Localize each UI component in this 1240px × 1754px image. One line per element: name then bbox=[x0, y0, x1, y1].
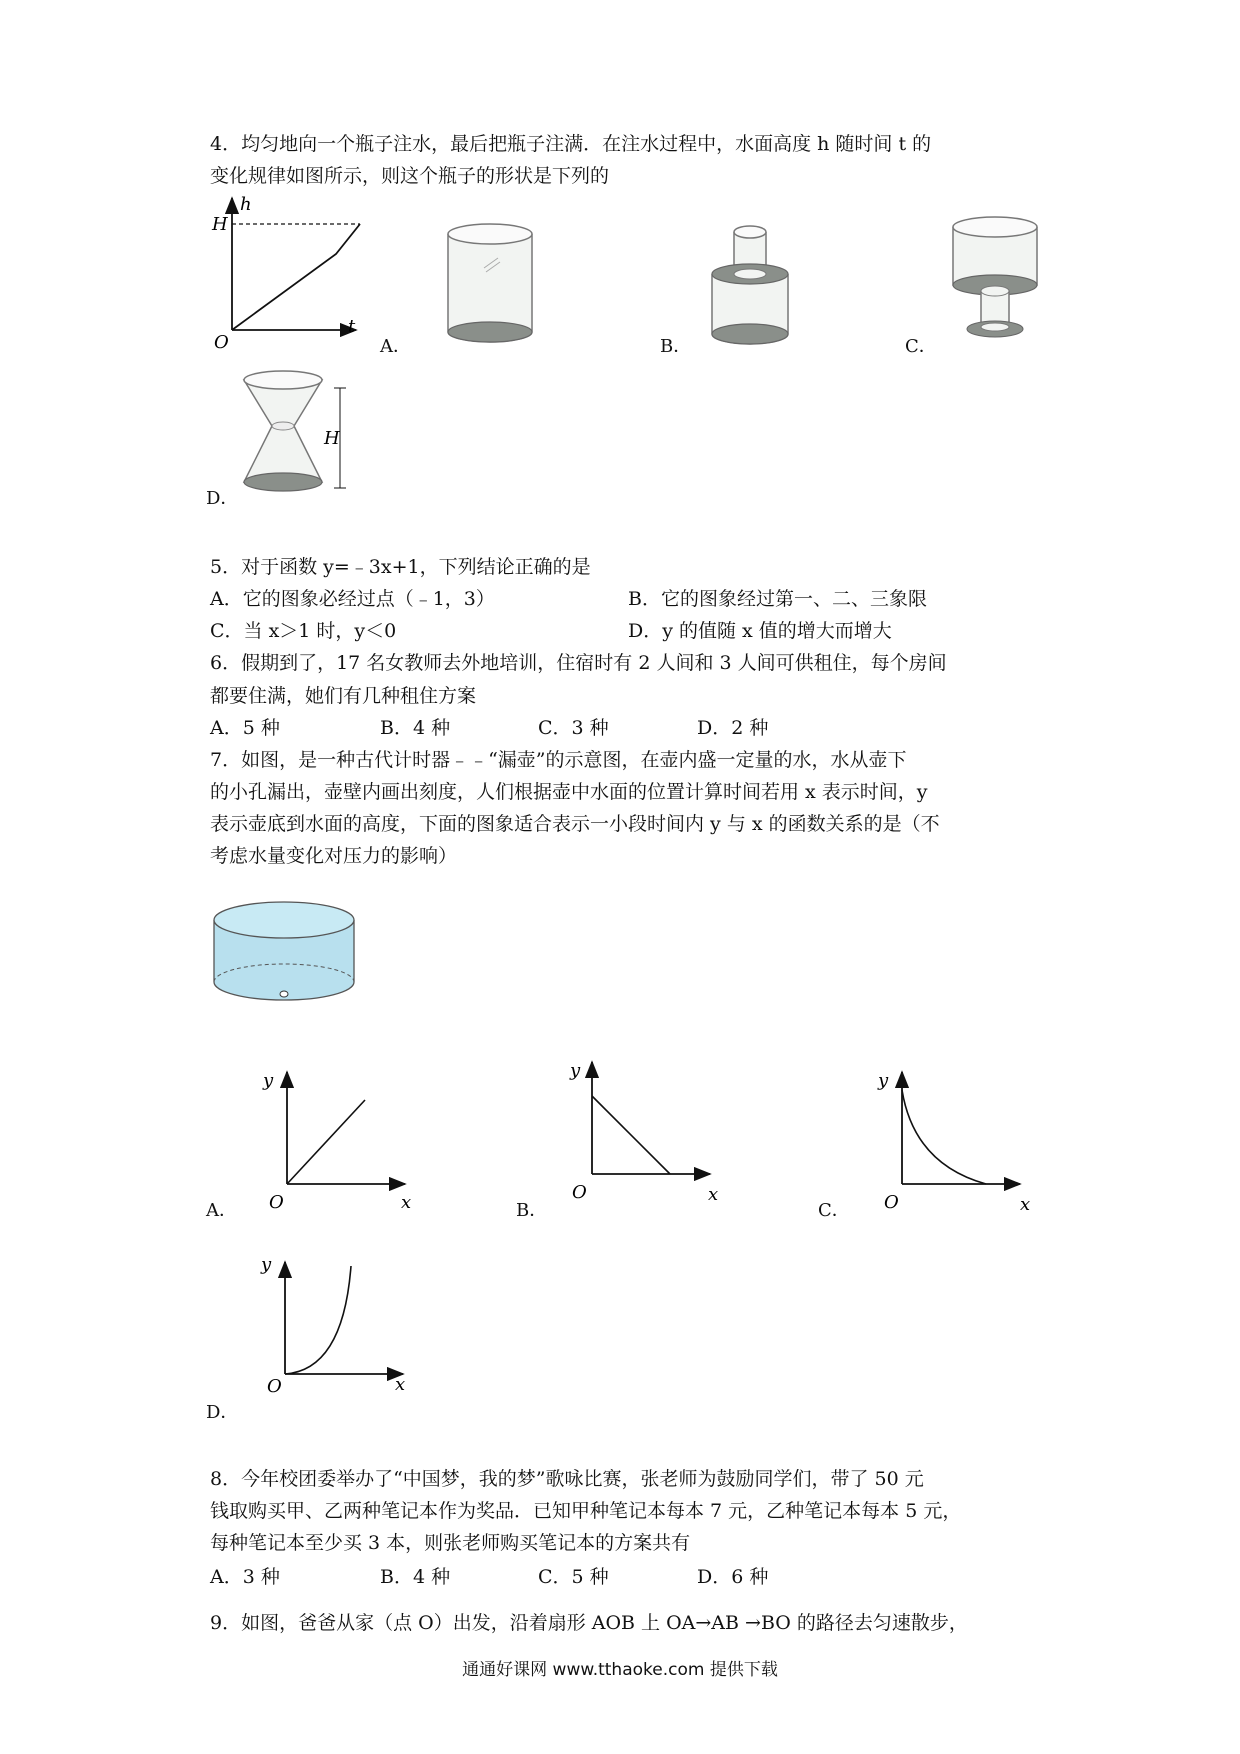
q6-option-d: D．2 种 bbox=[697, 717, 769, 739]
q7-option-d-graph bbox=[253, 1250, 423, 1405]
q7-c-x-label: x bbox=[1020, 1194, 1031, 1215]
q7-option-d-label: D． bbox=[206, 1402, 239, 1423]
q8-text-line3: 每种笔记本至少买 3 本，则张老师购买笔记本的方案共有 bbox=[210, 1532, 691, 1554]
q4-text-line1: 4．均匀地向一个瓶子注水，最后把瓶子注满．在注水过程中，水面高度 h 随时间 t 的 bbox=[210, 133, 932, 155]
q4-text-line2: 变化规律如图所示，则这个瓶子的形状是下列的 bbox=[210, 165, 610, 187]
q7-b-line bbox=[592, 1096, 670, 1174]
q4-graph-h-label: h bbox=[240, 194, 252, 215]
q4-option-c-bottle bbox=[945, 215, 1045, 350]
q8-option-b: B．4 种 bbox=[380, 1566, 451, 1588]
q9-text-line1: 9．如图，爸爸从家（点 O）出发，沿着扇形 AOB 上 OA→AB →BO 的路径去匀速散步， bbox=[210, 1612, 968, 1634]
q7-a-x-label: x bbox=[401, 1192, 412, 1213]
q7-c-origin: O bbox=[884, 1192, 899, 1213]
q7-c-y-label: y bbox=[878, 1070, 889, 1091]
q4-option-c-label: C． bbox=[905, 336, 937, 357]
q7-d-y-label: y bbox=[261, 1254, 272, 1275]
q7-b-x-label: x bbox=[708, 1184, 719, 1205]
q4-graph-origin: O bbox=[214, 332, 229, 352]
q7-b-origin: O bbox=[572, 1182, 587, 1203]
q7-d-curve bbox=[285, 1266, 351, 1374]
q6-option-c: C．3 种 bbox=[538, 717, 609, 739]
q8-text-line1: 8．今年校团委举办了“中国梦，我的梦”歌咏比赛，张老师为鼓励同学们，带了 50 元 bbox=[210, 1468, 924, 1490]
q8-option-a: A．3 种 bbox=[210, 1566, 280, 1588]
q4-d-height-label: H bbox=[324, 428, 340, 449]
q7-option-c-graph bbox=[870, 1060, 1040, 1215]
q4-option-b-label: B． bbox=[660, 336, 692, 357]
q7-text-line2: 的小孔漏出，壶壁内画出刻度，人们根据壶中水面的位置计算时间若用 x 表示时间，y bbox=[210, 781, 928, 803]
q6-text-line1: 6．假期到了，17 名女教师去外地培训，住宿时有 2 人间和 3 人间可供租住，每个房间 bbox=[210, 652, 947, 674]
q7-option-a-graph bbox=[255, 1060, 425, 1215]
q4-graph-curve bbox=[232, 224, 360, 330]
q7-option-b-label: B． bbox=[516, 1200, 548, 1221]
q7-b-y-label: y bbox=[570, 1060, 581, 1081]
q4-option-d-label: D． bbox=[206, 488, 239, 509]
q7-a-line bbox=[287, 1100, 365, 1184]
q5-stem: 5．对于函数 y=﹣3x+1，下列结论正确的是 bbox=[210, 556, 591, 578]
q7-d-x-label: x bbox=[395, 1374, 406, 1395]
q7-a-origin: O bbox=[269, 1192, 284, 1213]
q7-c-curve bbox=[902, 1090, 986, 1184]
q7-option-c-label: C． bbox=[818, 1200, 850, 1221]
q8-text-line2: 钱取购买甲、乙两种笔记本作为奖品．已知甲种笔记本每本 7 元，乙种笔记本每本 5 元， bbox=[210, 1500, 962, 1522]
q6-option-b: B．4 种 bbox=[380, 717, 451, 739]
q6-option-a: A．5 种 bbox=[210, 717, 280, 739]
q5-option-a: A．它的图象必经过点（﹣1，3） bbox=[210, 588, 495, 610]
q4-graph-H-label: H bbox=[212, 214, 228, 235]
q7-text-line1: 7．如图，是一种古代计时器﹣﹣“漏壶”的示意图，在壶内盛一定量的水，水从壶下 bbox=[210, 749, 907, 771]
q5-option-d: D．y 的值随 x 值的增大而增大 bbox=[628, 620, 892, 642]
q8-option-c: C．5 种 bbox=[538, 1566, 609, 1588]
q7-option-b-graph bbox=[560, 1050, 730, 1205]
q6-text-line2: 都要住满，她们有几种租住方案 bbox=[210, 685, 477, 707]
q4-h-t-graph bbox=[200, 192, 370, 352]
q8-option-d: D．6 种 bbox=[697, 1566, 769, 1588]
q4-option-b-bottle bbox=[700, 222, 800, 352]
q7-text-line4: 考虑水量变化对压力的影响） bbox=[210, 845, 458, 867]
q4-graph-t-label: t bbox=[348, 316, 356, 337]
q7-option-a-label: A． bbox=[206, 1200, 237, 1221]
q5-option-b: B．它的图象经过第一、二、三象限 bbox=[628, 588, 927, 610]
q7-text-line3: 表示壶底到水面的高度，下面的图象适合表示一小段时间内 y 与 x 的函数关系的是（不 bbox=[210, 813, 940, 835]
q4-option-a-label: A． bbox=[380, 336, 411, 357]
q4-option-d-bottle bbox=[238, 366, 358, 496]
q7-d-origin: O bbox=[267, 1376, 282, 1397]
page-footer: 通通好课网 www.tthaoke.com 提供下载 bbox=[462, 1660, 778, 1680]
q5-option-c: C．当 x＞1 时，y＜0 bbox=[210, 620, 397, 642]
q7-water-clock-cylinder bbox=[210, 898, 360, 1008]
q4-option-a-bottle bbox=[440, 220, 540, 350]
q7-a-y-label: y bbox=[263, 1070, 274, 1091]
